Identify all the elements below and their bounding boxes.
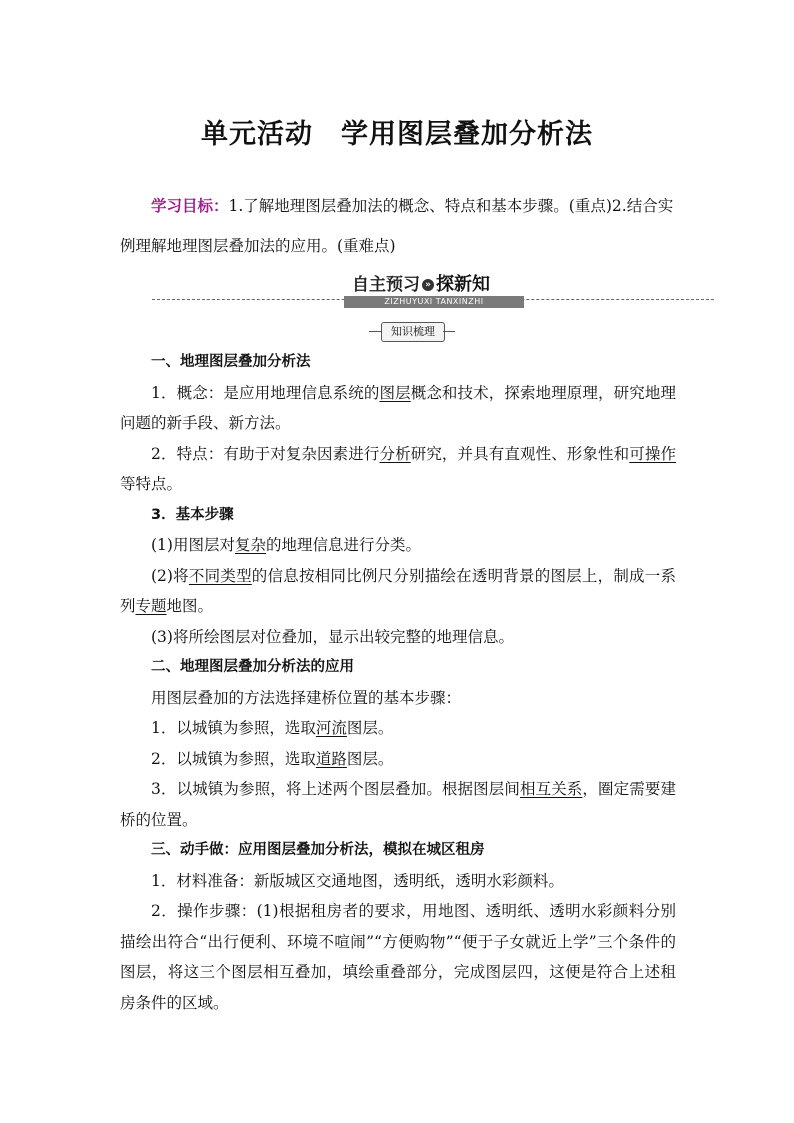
page-title: 单元活动 学用图层叠加分析法	[201, 119, 593, 150]
objective-label: 学习目标：	[151, 197, 229, 215]
paragraph-step1: (1)用图层对复杂的地理信息进行分类。	[151, 536, 421, 554]
paragraph-bridge-step1: 1．以城镇为参照，选取河流图层。	[151, 719, 394, 737]
paragraph-concept: 1．概念：是应用地理信息系统的图层概念和技术，探索地理原理，研究地理问题的新手段、新方法。	[120, 383, 676, 432]
subheading-steps: 3．基本步骤	[151, 506, 234, 523]
banner-pinyin: ZIZHUYUXI TANXINZHI	[344, 296, 524, 308]
paragraph-step3: (3)将所绘图层对位叠加，显示出较完整的地理信息。	[151, 627, 514, 646]
underlined-term: 河流	[315, 719, 347, 737]
tag-label: 知识梳理	[381, 322, 445, 342]
learning-objective	[120, 186, 680, 266]
section-heading: 二、地理图层叠加分析法的应用	[151, 659, 354, 675]
underlined-term: 复杂	[234, 536, 266, 554]
underlined-term: 可操作	[629, 444, 676, 463]
paragraph-procedure: 2．操作步骤：(1)根据租房者的要求，用地图、透明纸、透明水彩颜料分别描绘出符合“出行便利、环境不喧闹”“方便购物”“便于子女就近上学”三个条件的图层，将这三个图层相互叠加，填绘重叠部分，完成图层四，这便是符合上述租房条件的区域。	[120, 902, 676, 1012]
objective-text: 1.了解地理图层叠加法的概念、特点和基本步骤。(重点)2.结合实例理解地理图层叠加法的应用。(重难点)	[120, 197, 674, 255]
banner-part1: 自主预习	[352, 275, 420, 295]
underlined-term: 道路	[315, 749, 347, 768]
paragraph-features: 2．特点：有助于对复杂因素进行分析研究，并具有直观性、形象性和可操作等特点。	[120, 444, 676, 493]
paragraph-step2: (2)将不同类型的信息按相同比例尺分别描绘在透明背景的图层上，制成一系列专题地图。	[120, 566, 676, 615]
double-arrow-icon: »	[422, 279, 434, 291]
knowledge-tag	[369, 322, 455, 342]
section-banner	[352, 272, 522, 310]
underlined-term: 专题	[135, 597, 167, 615]
underlined-term: 相互关系	[519, 780, 583, 798]
paragraph-bridge-step3: 3．以城镇为参照，将上述两个图层叠加。根据图层间相互关系，圈定需要建桥的位置。	[120, 780, 676, 829]
paragraph-bridge-step2: 2．以城镇为参照，选取道路图层。	[151, 749, 394, 768]
banner-title	[352, 272, 522, 298]
underlined-term: 分析	[379, 444, 411, 463]
paragraph-intro: 用图层叠加的方法选择建桥位置的基本步骤：	[151, 688, 462, 707]
content-body	[120, 347, 676, 1018]
tag-wing-left	[369, 331, 381, 332]
underlined-term: 不同类型	[188, 566, 252, 585]
underlined-term: 图层	[379, 383, 411, 402]
paragraph-materials: 1．材料准备：新版城区交通地图，透明纸，透明水彩颜料。	[151, 871, 564, 890]
tag-wing-right	[443, 331, 455, 332]
section-heading: 三、动手做：应用图层叠加分析法，模拟在城区租房	[151, 842, 485, 858]
section-heading: 一、地理图层叠加分析法	[151, 354, 311, 370]
banner-part2: 探新知	[436, 274, 490, 295]
